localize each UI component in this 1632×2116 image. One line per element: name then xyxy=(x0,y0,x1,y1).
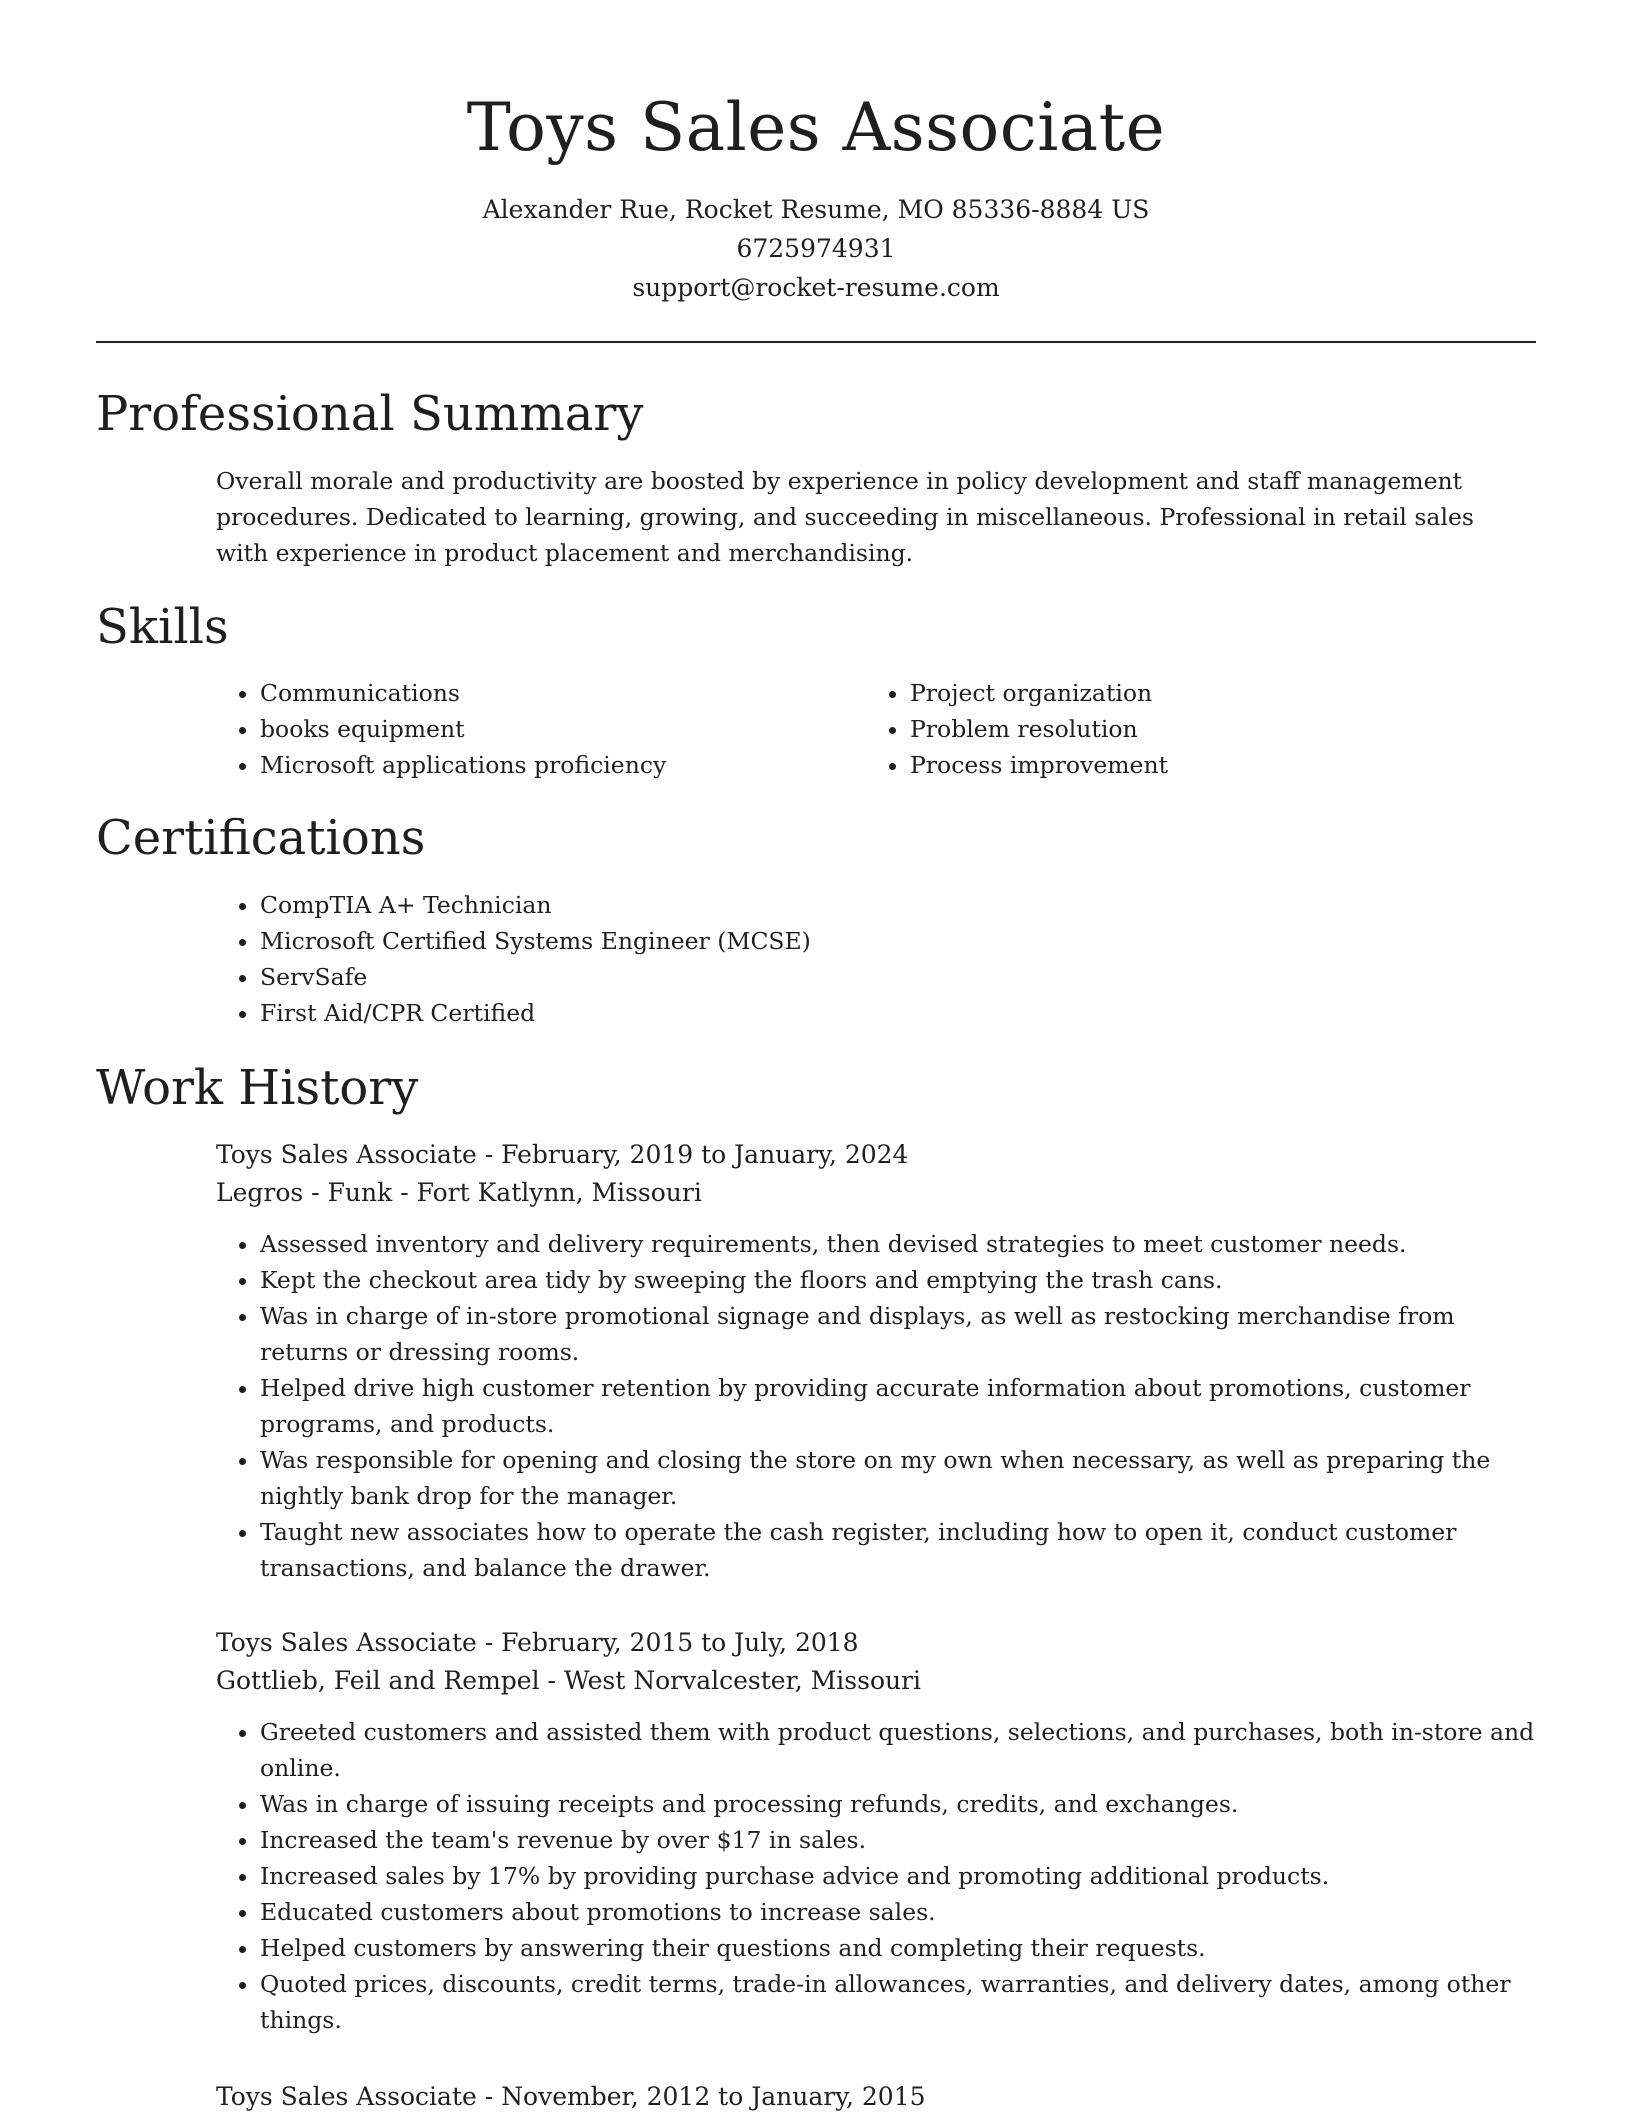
job-separator: - xyxy=(400,1178,417,1207)
summary-body xyxy=(216,463,1526,571)
job-company-line xyxy=(216,1662,1536,1700)
job-bullets xyxy=(216,1714,1536,2038)
skill-item: • books equipment xyxy=(260,711,816,747)
contact-address: Alexander Rue, Rocket Resume, MO 85336-8884 US xyxy=(482,195,1150,224)
job-company-line xyxy=(216,1174,1536,1212)
job-title-line xyxy=(216,1136,1536,1174)
job-bullet: • Assessed inventory and delivery requirements, then devised strategies to meet customer needs. xyxy=(260,1226,1536,1262)
job-bullet: • Was responsible for opening and closing the store on my own when necessary, as well as preparing the nightly bank drop for the manager. xyxy=(260,1442,1536,1514)
job-bullets xyxy=(216,1226,1536,1586)
job-bullet: • Kept the checkout area tidy by sweeping the floors and emptying the trash cans. xyxy=(260,1262,1536,1298)
contact-phone: 6725974931 xyxy=(736,234,896,263)
certifications-list xyxy=(216,887,1536,1031)
skill-item: • Process improvement xyxy=(910,747,1466,783)
job-bullet: • Increased the team's revenue by over $17 in sales. xyxy=(260,1822,1536,1858)
job-role: Toys Sales Associate xyxy=(216,1140,477,1169)
job-separator: - xyxy=(484,2082,502,2111)
job-company: Gottlieb, Feil and Rempel xyxy=(216,1666,540,1695)
job-bullet: • Helped drive high customer retention by providing accurate information about promotions, customer programs, and products. xyxy=(260,1370,1536,1442)
summary-text: Overall morale and productivity are boosted by experience in policy development and staff management procedures. Dedicated to learning, growing, and succeeding in miscellaneous. Professional in retail sales with experience in product placement and merchandising. xyxy=(216,467,1474,567)
job-bullet: • Taught new associates how to operate the cash register, including how to open it, conduct customer transactions, and balance the drawer. xyxy=(260,1514,1536,1586)
certification-item: • CompTIA A+ Technician xyxy=(260,887,1536,923)
job-title-line xyxy=(216,2078,1536,2116)
job-dates: February, 2019 to January, 2024 xyxy=(501,1140,909,1169)
job-separator: - xyxy=(547,1666,564,1695)
job-entry xyxy=(216,1624,1536,2038)
skills-left-column xyxy=(216,675,816,783)
job-dates: February, 2015 to July, 2018 xyxy=(501,1628,859,1657)
job-role: Toys Sales Associate xyxy=(216,2082,477,2111)
job-dates: November, 2012 to January, 2015 xyxy=(501,2082,926,2111)
contact-email[interactable]: support@rocket-resume.com xyxy=(632,273,1000,302)
skills-heading: Skills xyxy=(96,599,229,655)
job-bullet: • Was in charge of in-store promotional signage and displays, as well as restocking merchandise from returns or dressing rooms. xyxy=(260,1298,1536,1370)
resume-header xyxy=(96,80,1536,176)
job-entry xyxy=(216,2078,1536,2116)
certifications-heading: Certifications xyxy=(96,810,426,866)
job-separator: - xyxy=(484,1628,502,1657)
skills-right-column xyxy=(866,675,1466,783)
job-bullet: • Quoted prices, discounts, credit terms, trade-in allowances, warranties, and delivery dates, among other things. xyxy=(260,1966,1536,2038)
skill-item: • Project organization xyxy=(910,675,1466,711)
job-bullet: • Greeted customers and assisted them with product questions, selections, and purchases, both in-store and online. xyxy=(260,1714,1536,1786)
job-bullet: • Helped customers by answering their questions and completing their requests. xyxy=(260,1930,1536,1966)
certification-item: • ServSafe xyxy=(260,959,1536,995)
job-bullet: • Educated customers about promotions to increase sales. xyxy=(260,1894,1536,1930)
summary-heading: Professional Summary xyxy=(96,386,644,442)
job-separator: - xyxy=(484,1140,502,1169)
skill-item: • Problem resolution xyxy=(910,711,1466,747)
header-divider xyxy=(96,341,1536,343)
job-bullet: • Increased sales by 17% by providing purchase advice and promoting additional products. xyxy=(260,1858,1536,1894)
job-title-line xyxy=(216,1624,1536,1662)
job-location: Fort Katlynn, Missouri xyxy=(416,1178,702,1207)
job-location: West Norvalcester, Missouri xyxy=(563,1666,922,1695)
job-bullet: • Was in charge of issuing receipts and processing refunds, credits, and exchanges. xyxy=(260,1786,1536,1822)
job-entry xyxy=(216,1136,1536,1586)
skill-item: • Communications xyxy=(260,675,816,711)
resume-name: Toys Sales Associate xyxy=(466,89,1166,166)
job-role: Toys Sales Associate xyxy=(216,1628,477,1657)
skill-item: • Microsoft applications proficiency xyxy=(260,747,816,783)
contact-block xyxy=(96,190,1536,307)
work-history-heading: Work History xyxy=(96,1060,419,1116)
certification-item: • Microsoft Certified Systems Engineer (MCSE) xyxy=(260,923,1536,959)
job-company: Legros - Funk xyxy=(216,1178,393,1207)
certification-item: • First Aid/CPR Certified xyxy=(260,995,1536,1031)
